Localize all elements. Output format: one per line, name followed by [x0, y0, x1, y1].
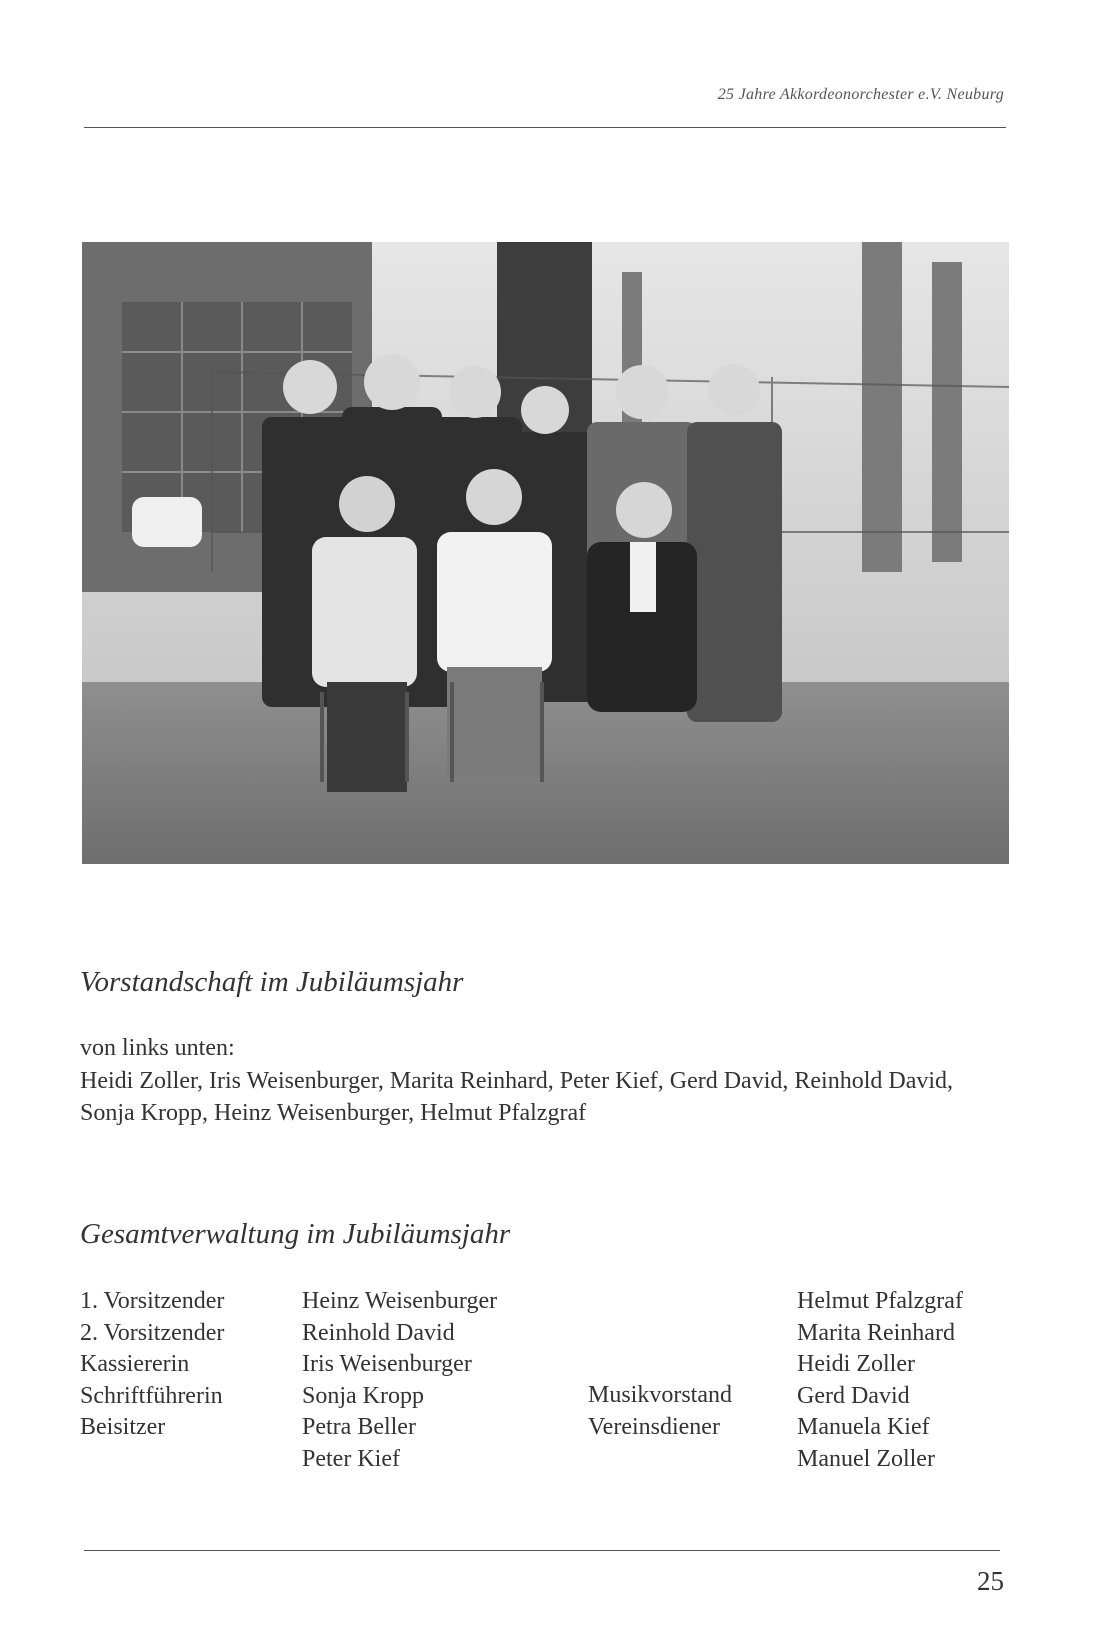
role-label: Beisitzer: [80, 1414, 166, 1440]
header-rule: [84, 127, 1006, 128]
role-label: Schriftführerin: [80, 1382, 223, 1409]
role-label: Vereinsdiener: [588, 1413, 720, 1440]
roles-column-3: [588, 1380, 732, 1443]
roles-column-1: [80, 1286, 224, 1444]
person-name: Reinhold David: [302, 1319, 455, 1346]
person-name: Gerd David: [797, 1382, 910, 1409]
person-name: Helmut Pfalzgraf: [797, 1288, 963, 1314]
person-name: Marita Reinhard: [797, 1319, 955, 1346]
role-label: Kassiererin: [80, 1351, 190, 1377]
person-name: Petra Beller: [302, 1414, 416, 1440]
person-name: Heinz Weisenburger: [302, 1288, 498, 1314]
role-label: 1. Vorsitzender: [80, 1288, 225, 1314]
person-name: Manuel Zoller: [797, 1445, 935, 1472]
section-title-vorstandschaft: Vorstandschaft im Jubiläumsjahr: [80, 966, 464, 998]
caption-intro: von links unten:: [80, 1035, 235, 1061]
role-label: 2. Vorsitzender: [80, 1319, 225, 1346]
roles-column-4: [797, 1286, 963, 1475]
footer-rule: [84, 1550, 1000, 1551]
person-name: Peter Kief: [302, 1445, 400, 1472]
role-label: Musikvorstand: [588, 1382, 732, 1408]
person-name: Iris Weisenburger: [302, 1351, 472, 1377]
running-header: 25 Jahre Akkordeonorchester e.V. Neuburg: [717, 86, 1004, 103]
group-photo: [82, 242, 1009, 864]
roles-column-2: [302, 1286, 497, 1475]
section-title-gesamtverwaltung: Gesamtverwaltung im Jubiläumsjahr: [80, 1218, 511, 1250]
caption-names: Heidi Zoller, Iris Weisenburger, Marita Reinhard, Peter Kief, Gerd David, Reinhold David, Sonja Kropp, Heinz Weisenburger, Helmut Pfalzgraf: [80, 1068, 954, 1126]
person-name: Manuela Kief: [797, 1414, 930, 1440]
person-name: Sonja Kropp: [302, 1382, 424, 1409]
page-number: 25: [977, 1566, 1004, 1596]
person-name: Heidi Zoller: [797, 1351, 915, 1377]
